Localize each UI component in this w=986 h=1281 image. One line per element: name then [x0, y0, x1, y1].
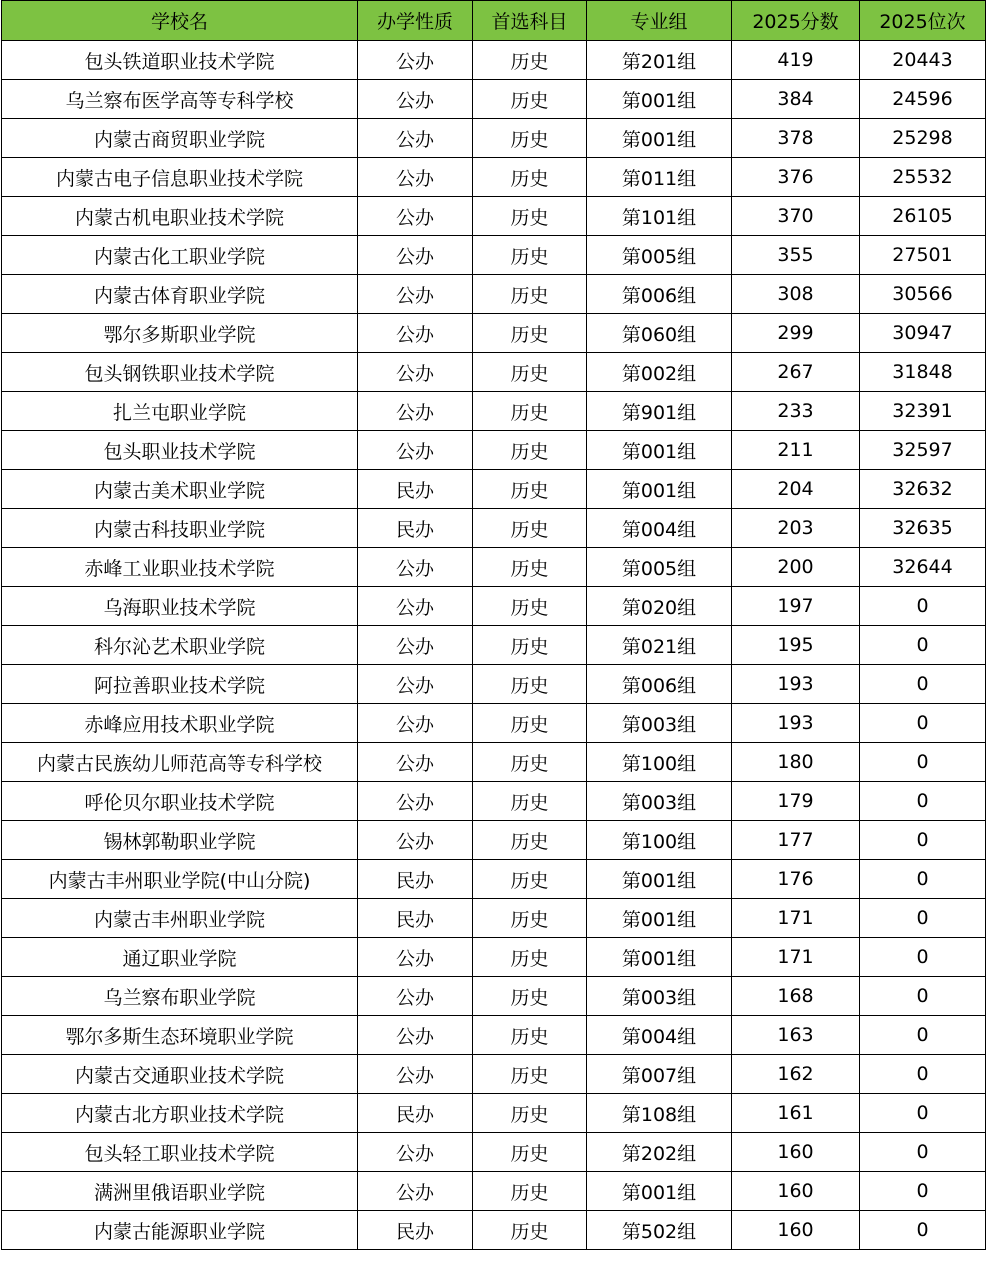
- cell-primary-subject: 历史: [473, 704, 587, 743]
- cell-school-name: 锡林郭勒职业学院: [2, 821, 358, 860]
- cell-primary-subject: 历史: [473, 353, 587, 392]
- cell-score-2025: 179: [732, 782, 860, 821]
- cell-school-name: 内蒙古北方职业技术学院: [2, 1094, 358, 1133]
- cell-rank-2025: 0: [860, 665, 986, 704]
- cell-school-name: 内蒙古机电职业技术学院: [2, 197, 358, 236]
- header-2025-score: 2025分数: [732, 1, 860, 41]
- cell-primary-subject: 历史: [473, 1211, 587, 1250]
- cell-school-type: 公办: [358, 431, 473, 470]
- cell-major-group: 第002组: [587, 353, 732, 392]
- cell-score-2025: 204: [732, 470, 860, 509]
- cell-school-type: 公办: [358, 548, 473, 587]
- cell-primary-subject: 历史: [473, 977, 587, 1016]
- cell-school-name: 包头职业技术学院: [2, 431, 358, 470]
- cell-major-group: 第001组: [587, 431, 732, 470]
- cell-primary-subject: 历史: [473, 41, 587, 80]
- cell-score-2025: 163: [732, 1016, 860, 1055]
- table-row: [2, 860, 986, 899]
- cell-school-type: 公办: [358, 1133, 473, 1172]
- cell-school-name: 包头铁道职业技术学院: [2, 41, 358, 80]
- cell-rank-2025: 24596: [860, 80, 986, 119]
- cell-school-type: 公办: [358, 158, 473, 197]
- cell-major-group: 第502组: [587, 1211, 732, 1250]
- table-row: [2, 1055, 986, 1094]
- table-row: [2, 782, 986, 821]
- table-row: [2, 1094, 986, 1133]
- table-row: [2, 743, 986, 782]
- table-row: [2, 938, 986, 977]
- cell-major-group: 第004组: [587, 1016, 732, 1055]
- cell-major-group: 第011组: [587, 158, 732, 197]
- table-row: [2, 236, 986, 275]
- cell-score-2025: 177: [732, 821, 860, 860]
- cell-major-group: 第901组: [587, 392, 732, 431]
- cell-school-name: 包头轻工职业技术学院: [2, 1133, 358, 1172]
- admission-scores-table: [1, 0, 986, 1250]
- cell-school-name: 科尔沁艺术职业学院: [2, 626, 358, 665]
- cell-school-type: 民办: [358, 470, 473, 509]
- cell-school-name: 扎兰屯职业学院: [2, 392, 358, 431]
- cell-primary-subject: 历史: [473, 587, 587, 626]
- cell-school-type: 公办: [358, 353, 473, 392]
- cell-major-group: 第001组: [587, 938, 732, 977]
- cell-rank-2025: 0: [860, 1172, 986, 1211]
- table-row: [2, 1133, 986, 1172]
- cell-rank-2025: 30566: [860, 275, 986, 314]
- cell-rank-2025: 0: [860, 587, 986, 626]
- cell-rank-2025: 32597: [860, 431, 986, 470]
- cell-score-2025: 195: [732, 626, 860, 665]
- cell-primary-subject: 历史: [473, 743, 587, 782]
- cell-major-group: 第003组: [587, 782, 732, 821]
- cell-school-type: 公办: [358, 197, 473, 236]
- cell-score-2025: 203: [732, 509, 860, 548]
- cell-school-type: 公办: [358, 821, 473, 860]
- cell-major-group: 第005组: [587, 236, 732, 275]
- cell-school-type: 公办: [358, 41, 473, 80]
- cell-rank-2025: 0: [860, 860, 986, 899]
- table-row: [2, 392, 986, 431]
- cell-rank-2025: 0: [860, 743, 986, 782]
- cell-score-2025: 355: [732, 236, 860, 275]
- cell-school-type: 公办: [358, 392, 473, 431]
- cell-school-name: 内蒙古美术职业学院: [2, 470, 358, 509]
- cell-score-2025: 160: [732, 1172, 860, 1211]
- cell-school-name: 内蒙古科技职业学院: [2, 509, 358, 548]
- header-major-group: 专业组: [587, 1, 732, 41]
- cell-school-type: 公办: [358, 314, 473, 353]
- cell-primary-subject: 历史: [473, 1016, 587, 1055]
- cell-school-type: 公办: [358, 626, 473, 665]
- cell-school-name: 阿拉善职业技术学院: [2, 665, 358, 704]
- table-row: [2, 41, 986, 80]
- cell-primary-subject: 历史: [473, 860, 587, 899]
- cell-major-group: 第060组: [587, 314, 732, 353]
- cell-major-group: 第001组: [587, 860, 732, 899]
- cell-major-group: 第003组: [587, 704, 732, 743]
- cell-primary-subject: 历史: [473, 314, 587, 353]
- table-row: [2, 431, 986, 470]
- cell-school-type: 公办: [358, 977, 473, 1016]
- cell-school-type: 公办: [358, 743, 473, 782]
- cell-primary-subject: 历史: [473, 821, 587, 860]
- cell-score-2025: 384: [732, 80, 860, 119]
- table-header: [2, 1, 986, 41]
- cell-primary-subject: 历史: [473, 431, 587, 470]
- cell-score-2025: 171: [732, 899, 860, 938]
- cell-school-name: 内蒙古化工职业学院: [2, 236, 358, 275]
- table-row: [2, 548, 986, 587]
- cell-primary-subject: 历史: [473, 548, 587, 587]
- cell-school-name: 包头钢铁职业技术学院: [2, 353, 358, 392]
- cell-rank-2025: 30947: [860, 314, 986, 353]
- cell-major-group: 第101组: [587, 197, 732, 236]
- cell-school-name: 乌兰察布医学高等专科学校: [2, 80, 358, 119]
- table-row: [2, 353, 986, 392]
- cell-rank-2025: 20443: [860, 41, 986, 80]
- cell-school-type: 公办: [358, 80, 473, 119]
- cell-school-type: 公办: [358, 782, 473, 821]
- cell-school-type: 公办: [358, 1172, 473, 1211]
- cell-school-name: 内蒙古电子信息职业技术学院: [2, 158, 358, 197]
- cell-major-group: 第001组: [587, 899, 732, 938]
- cell-primary-subject: 历史: [473, 782, 587, 821]
- cell-score-2025: 162: [732, 1055, 860, 1094]
- cell-score-2025: 160: [732, 1211, 860, 1250]
- cell-score-2025: 378: [732, 119, 860, 158]
- table-row: [2, 80, 986, 119]
- table-row: [2, 275, 986, 314]
- table-row: [2, 977, 986, 1016]
- cell-major-group: 第020组: [587, 587, 732, 626]
- cell-primary-subject: 历史: [473, 899, 587, 938]
- cell-school-name: 内蒙古丰州职业学院(中山分院): [2, 860, 358, 899]
- cell-score-2025: 308: [732, 275, 860, 314]
- cell-score-2025: 168: [732, 977, 860, 1016]
- cell-rank-2025: 25298: [860, 119, 986, 158]
- cell-school-type: 民办: [358, 899, 473, 938]
- cell-rank-2025: 0: [860, 1133, 986, 1172]
- cell-score-2025: 200: [732, 548, 860, 587]
- cell-score-2025: 180: [732, 743, 860, 782]
- cell-rank-2025: 0: [860, 1016, 986, 1055]
- cell-major-group: 第001组: [587, 80, 732, 119]
- cell-school-name: 内蒙古体育职业学院: [2, 275, 358, 314]
- table-body: [2, 41, 986, 1250]
- table-row: [2, 509, 986, 548]
- cell-score-2025: 193: [732, 665, 860, 704]
- cell-school-name: 乌海职业技术学院: [2, 587, 358, 626]
- table-row: [2, 1016, 986, 1055]
- cell-school-name: 赤峰应用技术职业学院: [2, 704, 358, 743]
- cell-school-name: 鄂尔多斯职业学院: [2, 314, 358, 353]
- cell-rank-2025: 0: [860, 899, 986, 938]
- cell-major-group: 第201组: [587, 41, 732, 80]
- cell-rank-2025: 0: [860, 626, 986, 665]
- cell-score-2025: 211: [732, 431, 860, 470]
- cell-rank-2025: 0: [860, 1055, 986, 1094]
- cell-school-type: 公办: [358, 275, 473, 314]
- cell-score-2025: 160: [732, 1133, 860, 1172]
- cell-major-group: 第100组: [587, 743, 732, 782]
- table-row: [2, 314, 986, 353]
- cell-major-group: 第202组: [587, 1133, 732, 1172]
- cell-score-2025: 376: [732, 158, 860, 197]
- cell-primary-subject: 历史: [473, 197, 587, 236]
- header-school-type: 办学性质: [358, 1, 473, 41]
- table-row: [2, 1172, 986, 1211]
- cell-school-type: 公办: [358, 1055, 473, 1094]
- cell-school-type: 公办: [358, 587, 473, 626]
- cell-score-2025: 197: [732, 587, 860, 626]
- cell-rank-2025: 32635: [860, 509, 986, 548]
- cell-school-name: 内蒙古商贸职业学院: [2, 119, 358, 158]
- cell-primary-subject: 历史: [473, 119, 587, 158]
- table-row: [2, 197, 986, 236]
- cell-rank-2025: 32632: [860, 470, 986, 509]
- table-row: [2, 704, 986, 743]
- cell-rank-2025: 0: [860, 1094, 986, 1133]
- cell-score-2025: 267: [732, 353, 860, 392]
- cell-primary-subject: 历史: [473, 938, 587, 977]
- cell-major-group: 第004组: [587, 509, 732, 548]
- cell-school-name: 乌兰察布职业学院: [2, 977, 358, 1016]
- cell-rank-2025: 26105: [860, 197, 986, 236]
- cell-primary-subject: 历史: [473, 665, 587, 704]
- cell-major-group: 第001组: [587, 470, 732, 509]
- cell-rank-2025: 0: [860, 1211, 986, 1250]
- cell-major-group: 第108组: [587, 1094, 732, 1133]
- table-row: [2, 821, 986, 860]
- cell-primary-subject: 历史: [473, 1055, 587, 1094]
- cell-rank-2025: 0: [860, 977, 986, 1016]
- cell-school-name: 呼伦贝尔职业技术学院: [2, 782, 358, 821]
- cell-rank-2025: 32644: [860, 548, 986, 587]
- cell-school-type: 公办: [358, 938, 473, 977]
- header-2025-rank: 2025位次: [860, 1, 986, 41]
- table-row: [2, 626, 986, 665]
- table-row: [2, 587, 986, 626]
- cell-school-name: 鄂尔多斯生态环境职业学院: [2, 1016, 358, 1055]
- cell-school-type: 民办: [358, 860, 473, 899]
- cell-primary-subject: 历史: [473, 392, 587, 431]
- cell-score-2025: 161: [732, 1094, 860, 1133]
- cell-rank-2025: 32391: [860, 392, 986, 431]
- cell-major-group: 第005组: [587, 548, 732, 587]
- cell-school-name: 内蒙古丰州职业学院: [2, 899, 358, 938]
- cell-school-type: 公办: [358, 1016, 473, 1055]
- cell-score-2025: 193: [732, 704, 860, 743]
- cell-major-group: 第006组: [587, 275, 732, 314]
- cell-major-group: 第006组: [587, 665, 732, 704]
- cell-primary-subject: 历史: [473, 1172, 587, 1211]
- cell-rank-2025: 0: [860, 782, 986, 821]
- cell-primary-subject: 历史: [473, 80, 587, 119]
- cell-primary-subject: 历史: [473, 275, 587, 314]
- table-row: [2, 158, 986, 197]
- cell-school-name: 通辽职业学院: [2, 938, 358, 977]
- header-school-name: 学校名: [2, 1, 358, 41]
- cell-school-name: 内蒙古能源职业学院: [2, 1211, 358, 1250]
- cell-primary-subject: 历史: [473, 509, 587, 548]
- cell-school-type: 民办: [358, 1211, 473, 1250]
- cell-school-name: 赤峰工业职业技术学院: [2, 548, 358, 587]
- cell-school-name: 满洲里俄语职业学院: [2, 1172, 358, 1211]
- cell-school-type: 公办: [358, 704, 473, 743]
- cell-school-name: 内蒙古民族幼儿师范高等专科学校: [2, 743, 358, 782]
- header-row: [2, 1, 986, 41]
- cell-primary-subject: 历史: [473, 236, 587, 275]
- cell-major-group: 第001组: [587, 119, 732, 158]
- cell-school-name: 内蒙古交通职业技术学院: [2, 1055, 358, 1094]
- cell-school-type: 公办: [358, 665, 473, 704]
- cell-rank-2025: 31848: [860, 353, 986, 392]
- table-row: [2, 899, 986, 938]
- cell-rank-2025: 0: [860, 821, 986, 860]
- cell-score-2025: 171: [732, 938, 860, 977]
- header-primary-subject: 首选科目: [473, 1, 587, 41]
- cell-primary-subject: 历史: [473, 1094, 587, 1133]
- cell-major-group: 第007组: [587, 1055, 732, 1094]
- cell-score-2025: 233: [732, 392, 860, 431]
- cell-major-group: 第100组: [587, 821, 732, 860]
- table-row: [2, 665, 986, 704]
- table-row: [2, 119, 986, 158]
- cell-score-2025: 370: [732, 197, 860, 236]
- cell-school-type: 民办: [358, 509, 473, 548]
- cell-major-group: 第021组: [587, 626, 732, 665]
- cell-school-type: 民办: [358, 1094, 473, 1133]
- cell-rank-2025: 0: [860, 704, 986, 743]
- cell-major-group: 第001组: [587, 1172, 732, 1211]
- cell-primary-subject: 历史: [473, 158, 587, 197]
- cell-score-2025: 419: [732, 41, 860, 80]
- cell-rank-2025: 27501: [860, 236, 986, 275]
- table-row: [2, 470, 986, 509]
- cell-primary-subject: 历史: [473, 470, 587, 509]
- cell-school-type: 公办: [358, 236, 473, 275]
- cell-major-group: 第003组: [587, 977, 732, 1016]
- cell-rank-2025: 0: [860, 938, 986, 977]
- table-row: [2, 1211, 986, 1250]
- cell-rank-2025: 25532: [860, 158, 986, 197]
- cell-school-type: 公办: [358, 119, 473, 158]
- cell-score-2025: 176: [732, 860, 860, 899]
- cell-primary-subject: 历史: [473, 626, 587, 665]
- cell-primary-subject: 历史: [473, 1133, 587, 1172]
- cell-score-2025: 299: [732, 314, 860, 353]
